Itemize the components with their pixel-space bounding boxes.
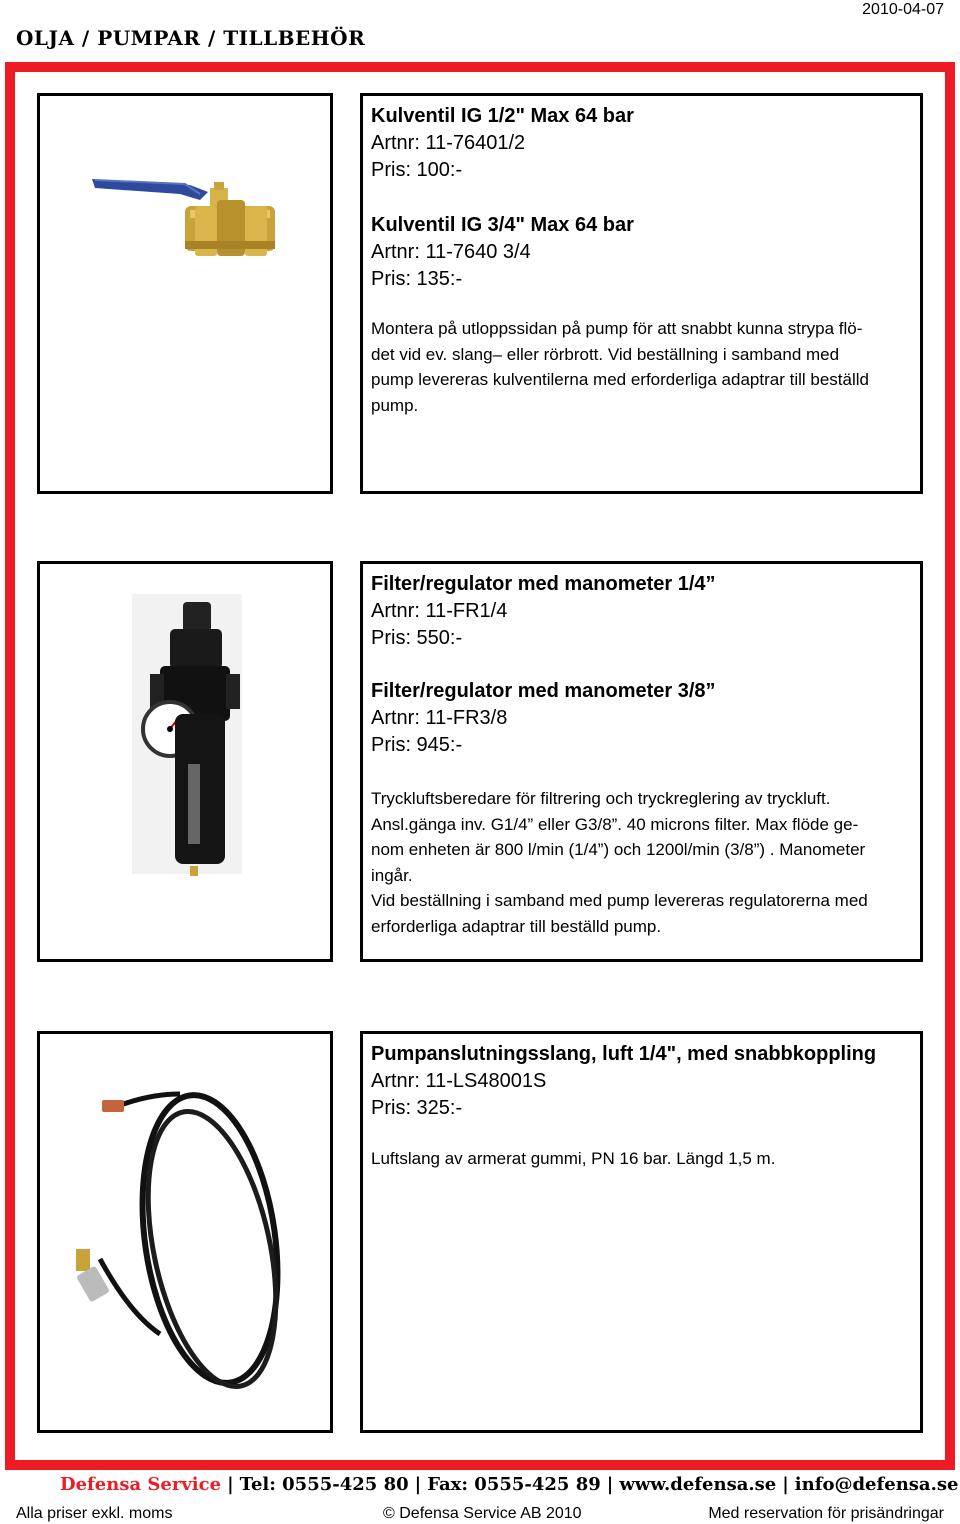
product-image-box-ball-valve: [37, 93, 333, 494]
description-line: Tryckluftsberedare för filtrering och tryckreglering av tryckluft.: [371, 789, 831, 808]
product-name: Kulventil IG 1/2" Max 64 bar: [371, 105, 634, 127]
description-line: pump levereras kulventilerna med erforderliga adaptrar till beställd: [371, 370, 869, 389]
description-line: erforderliga adaptrar till beställd pump.: [371, 916, 662, 936]
product-description: [371, 1146, 912, 1172]
footer-price-note: Alla priser exkl. moms: [16, 1505, 173, 1522]
product-price: Pris: 325:-: [371, 1097, 463, 1119]
product-name: Pumpanslutningsslang, luft 1/4", med snabbkoppling: [371, 1043, 877, 1065]
product-info-box-air-hose: [360, 1031, 923, 1433]
footer-tel: Tel: 0555-425 80: [239, 1474, 409, 1495]
product-artnr: Artnr: 11-LS48001S: [371, 1070, 547, 1092]
product-image-box-filter-regulator: [37, 561, 333, 962]
description-line: ingår.: [371, 865, 413, 885]
product-info-box-filter-regulator: [360, 561, 923, 962]
footer-fax: Fax: 0555-425 89: [427, 1474, 601, 1495]
description-line: det vid ev. slang– eller rörbrott. Vid beställning i samband med: [371, 344, 840, 364]
product-artnr: Artnr: 11-76401/2: [371, 132, 526, 154]
product-price: Pris: 100:-: [371, 159, 463, 181]
footer-reservation-note: Med reservation för prisändringar: [708, 1505, 944, 1522]
section-title: OLJA / PUMPAR / TILLBEHÖR: [16, 26, 366, 50]
footer-email[interactable]: info@defensa.se: [794, 1474, 959, 1495]
product-price: Pris: 945:-: [371, 734, 463, 756]
product-description: [371, 316, 912, 418]
footer-website[interactable]: www.defensa.se: [619, 1474, 777, 1495]
description-line: pump.: [371, 395, 419, 415]
product-artnr: Artnr: 11-FR3/8: [371, 707, 508, 729]
description-line: Montera på utloppssidan på pump för att snabbt kunna strypa flö-: [371, 319, 863, 338]
product-artnr: Artnr: 11-7640 3/4: [371, 241, 531, 263]
footer-brand: Defensa Service: [60, 1474, 222, 1495]
footer-copyright: © Defensa Service AB 2010: [383, 1505, 582, 1522]
air-hose-image: [40, 1034, 330, 1430]
filter-regulator-image: [40, 564, 330, 959]
product-info-box-ball-valve: [360, 93, 923, 494]
product-artnr: Artnr: 11-FR1/4: [371, 600, 508, 622]
product-price: Pris: 550:-: [371, 627, 463, 649]
product-description: [371, 786, 912, 939]
description-line: Ansl.gänga inv. G1/4” eller G3/8”. 40 microns filter. Max flöde ge-: [371, 814, 859, 834]
product-name: Filter/regulator med manometer 3/8”: [371, 680, 716, 702]
description-line: Vid beställning i samband med pump levereras regulatorerna med: [371, 891, 868, 910]
description-line: nom enheten är 800 l/min (1/4”) och 1200l/min (3/8”) . Manometer: [371, 840, 866, 859]
description-line: Luftslang av armerat gummi, PN 16 bar. Längd 1,5 m.: [371, 1149, 776, 1168]
product-price: Pris: 135:-: [371, 268, 463, 290]
document-date: 2010-04-07: [862, 1, 944, 18]
product-name: Filter/regulator med manometer 1/4”: [371, 573, 716, 595]
product-image-box-air-hose: [37, 1031, 333, 1433]
footer-contact-line: Defensa Service | Tel: 0555-425 80 | Fax: 0555-425 89 | www.defensa.se | info@defensa.se: [60, 1474, 959, 1495]
product-name: Kulventil IG 3/4" Max 64 bar: [371, 214, 634, 236]
ball-valve-image: [40, 96, 330, 491]
